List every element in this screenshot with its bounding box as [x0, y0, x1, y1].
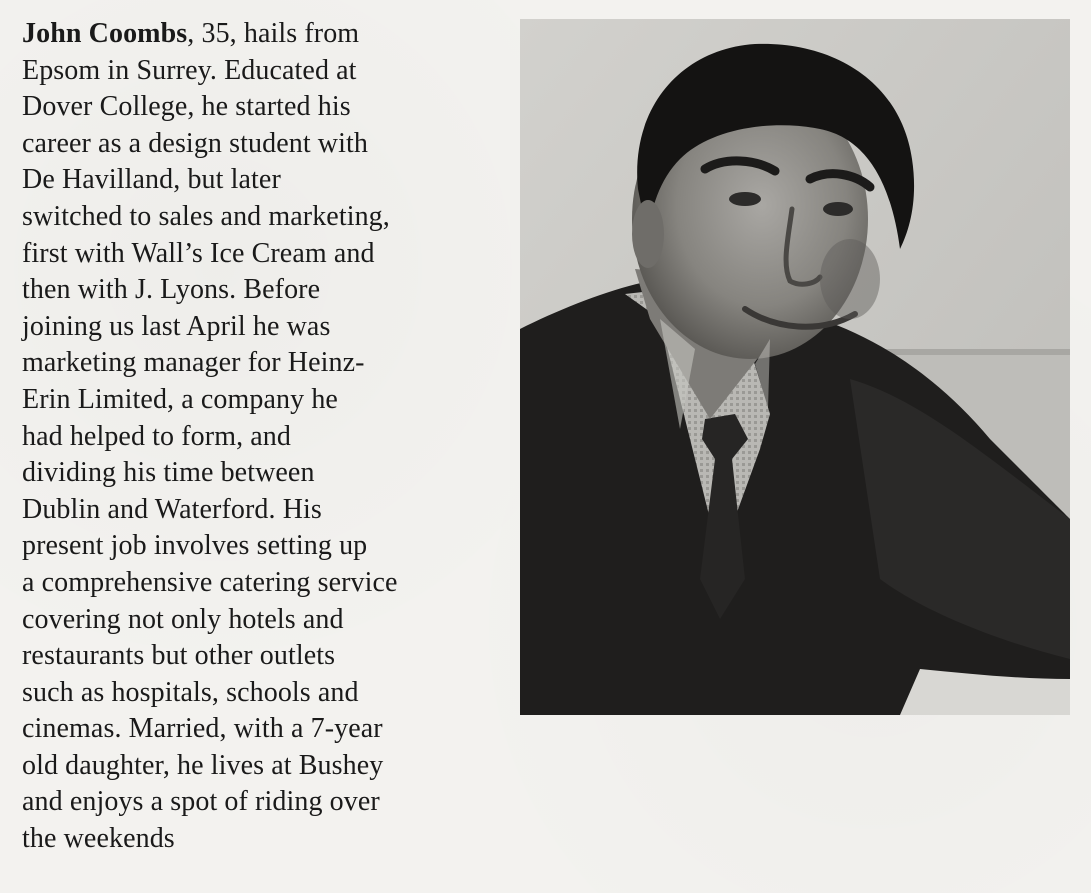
- bio-line: Epsom in Surrey. Educated at: [22, 54, 357, 86]
- bio-line: a comprehensive catering service: [22, 566, 398, 598]
- person-name: John Coombs: [22, 18, 188, 49]
- portrait-photo: [520, 19, 1070, 715]
- bio-line-1: John Coombs, 35, hails from: [22, 18, 360, 49]
- bio-line: career as a design student with: [22, 127, 368, 159]
- bio-line: dividing his time between: [22, 457, 315, 489]
- bio-line: joining us last April he was: [22, 310, 331, 342]
- bio-line: the weekends: [22, 823, 175, 855]
- bio-line: switched to sales and marketing,: [22, 200, 390, 232]
- bio-line: Dover College, he started his: [22, 91, 351, 123]
- bio-line: covering not only hotels and: [22, 603, 344, 635]
- bio-line: Erin Limited, a company he: [22, 383, 338, 415]
- bio-line: had helped to form, and: [22, 420, 291, 452]
- bio-line: marketing manager for Heinz-: [22, 347, 365, 379]
- bio-line: first with Wall’s Ice Cream and: [22, 237, 375, 269]
- bio-line: old daughter, he lives at Bushey: [22, 749, 384, 781]
- bio-line: and enjoys a spot of riding over: [22, 786, 380, 818]
- bio-line: then with J. Lyons. Before: [22, 274, 321, 306]
- bio-line: restaurants but other outlets: [22, 640, 336, 672]
- bio-line: such as hospitals, schools and: [22, 676, 359, 708]
- portrait-illustration: [520, 19, 1070, 715]
- bio-line: De Havilland, but later: [22, 164, 281, 196]
- bio-text: [22, 16, 492, 858]
- bio-line: present job involves setting up: [22, 530, 368, 562]
- bio-line: Dublin and Waterford. His: [22, 493, 322, 525]
- bio-line: cinemas. Married, with a 7-year: [22, 713, 383, 745]
